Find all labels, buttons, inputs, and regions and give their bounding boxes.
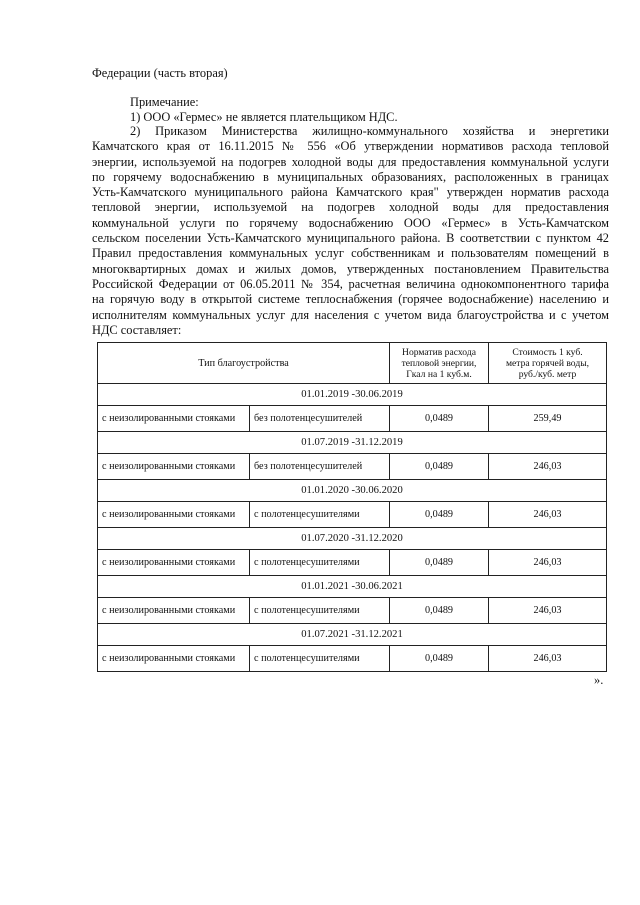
header-cost-line: руб./куб. метр bbox=[518, 368, 577, 380]
period-row bbox=[98, 384, 607, 406]
table-row bbox=[98, 406, 607, 432]
risers-cell: с неизолированными стояками bbox=[98, 454, 250, 480]
note-item-2-line: 2) Приказом Министерства жилищно-коммунального хозяйства и энергетики bbox=[130, 124, 609, 138]
note-item-2-line: Усть-Камчатского муниципального района Камчатского края" утвержден норматив расхода bbox=[92, 185, 609, 200]
note-item-1: 1) ООО «Гермес» не является плательщиком НДС. bbox=[130, 110, 398, 124]
note-item-2-line: Правил предоставления коммунальных услуг собственникам и пользователям помещений в bbox=[92, 246, 609, 261]
cost-cell: 246,03 bbox=[489, 550, 607, 576]
period-row bbox=[98, 528, 607, 550]
table-row bbox=[98, 502, 607, 528]
period-label: 01.01.2021 -30.06.2021 bbox=[98, 576, 607, 598]
header-norm-line: Гкал на 1 куб.м. bbox=[406, 368, 472, 380]
header-cost-line: метра горячей воды, bbox=[505, 357, 590, 369]
risers-cell: с неизолированными стояками bbox=[98, 646, 250, 672]
note-item-2-line: исполнителям коммунальных услуг для населения с учетом вида благоустройства и с учетом bbox=[92, 307, 609, 322]
period-label: 01.01.2019 -30.06.2019 bbox=[98, 384, 607, 406]
towel-cell: без полотенцесушителей bbox=[250, 454, 390, 480]
table-row bbox=[98, 550, 607, 576]
note-item-2-line: сельском поселении Усть-Камчатского муниципального района. В соответствии с пунктом 42 bbox=[92, 231, 609, 246]
header-cost bbox=[489, 343, 607, 384]
towel-cell: с полотенцесушителями bbox=[250, 646, 390, 672]
norm-cell: 0,0489 bbox=[390, 454, 489, 480]
intro-line: Федерации (часть вторая) bbox=[92, 66, 228, 80]
header-type: Тип благоустройства bbox=[98, 343, 390, 384]
period-label: 01.07.2020 -31.12.2020 bbox=[98, 528, 607, 550]
risers-cell: с неизолированными стояками bbox=[98, 406, 250, 432]
tariff-table bbox=[97, 342, 607, 672]
period-label: 01.01.2020 -30.06.2020 bbox=[98, 480, 607, 502]
cost-cell: 246,03 bbox=[489, 502, 607, 528]
table-row bbox=[98, 454, 607, 480]
closing-quote: ». bbox=[594, 673, 604, 687]
table-row bbox=[98, 646, 607, 672]
header-norm-line: тепловой энергии, bbox=[401, 357, 477, 369]
towel-cell: с полотенцесушителями bbox=[250, 550, 390, 576]
towel-cell: с полотенцесушителями bbox=[250, 502, 390, 528]
note-item-2-line: на горячую воду в открытой системе теплоснабжения (горячее водоснабжение) населению и bbox=[92, 292, 609, 307]
cost-cell: 246,03 bbox=[489, 598, 607, 624]
header-cost-line: Стоимость 1 куб. bbox=[512, 346, 583, 358]
note-item-2-line: тепловой энергии, используемой на подогрев холодной воды для предоставления bbox=[92, 200, 609, 215]
period-row bbox=[98, 624, 607, 646]
header-norm-line: Норматив расхода bbox=[402, 346, 476, 358]
note-item-2-line: Камчатского края от 16.11.2015 № 556 «Об утверждении нормативов расхода тепловой bbox=[92, 139, 609, 154]
period-label: 01.07.2021 -31.12.2021 bbox=[98, 624, 607, 646]
note-item-2-line: НДС составляет: bbox=[92, 322, 182, 337]
risers-cell: с неизолированными стояками bbox=[98, 598, 250, 624]
cost-cell: 259,49 bbox=[489, 406, 607, 432]
note-heading: Примечание: bbox=[130, 95, 199, 109]
cost-cell: 246,03 bbox=[489, 454, 607, 480]
period-label: 01.07.2019 -31.12.2019 bbox=[98, 432, 607, 454]
period-row bbox=[98, 432, 607, 454]
period-row bbox=[98, 480, 607, 502]
risers-cell: с неизолированными стояками bbox=[98, 502, 250, 528]
table-header-row bbox=[98, 343, 607, 384]
norm-cell: 0,0489 bbox=[390, 550, 489, 576]
note-item-2-line: Российской Федерации от 06.05.2011 № 354, расчетная величина однокомпонентного тарифа bbox=[92, 276, 609, 291]
norm-cell: 0,0489 bbox=[390, 646, 489, 672]
towel-cell: с полотенцесушителями bbox=[250, 598, 390, 624]
cost-cell: 246,03 bbox=[489, 646, 607, 672]
note-item-2-line: многоквартирных домах и жилых домов, утвержденных постановлением Правительства bbox=[92, 261, 609, 276]
norm-cell: 0,0489 bbox=[390, 598, 489, 624]
period-row bbox=[98, 576, 607, 598]
note-item-2-line: коммунальной услуги по горячему водоснабжению ООО «Гермес» в Усть-Камчатском bbox=[92, 215, 609, 230]
note-item-2-line: энергии, используемой на подогрев холодной воды для предоставления коммунальной услуги bbox=[92, 154, 609, 169]
note-item-2 bbox=[92, 124, 609, 338]
note-item-2-line: по горячему водоснабжению в муниципальных образованиях, расположенных в границах bbox=[92, 169, 609, 184]
header-norm bbox=[390, 343, 489, 384]
towel-cell: без полотенцесушителей bbox=[250, 406, 390, 432]
norm-cell: 0,0489 bbox=[390, 406, 489, 432]
table-row bbox=[98, 598, 607, 624]
risers-cell: с неизолированными стояками bbox=[98, 550, 250, 576]
norm-cell: 0,0489 bbox=[390, 502, 489, 528]
